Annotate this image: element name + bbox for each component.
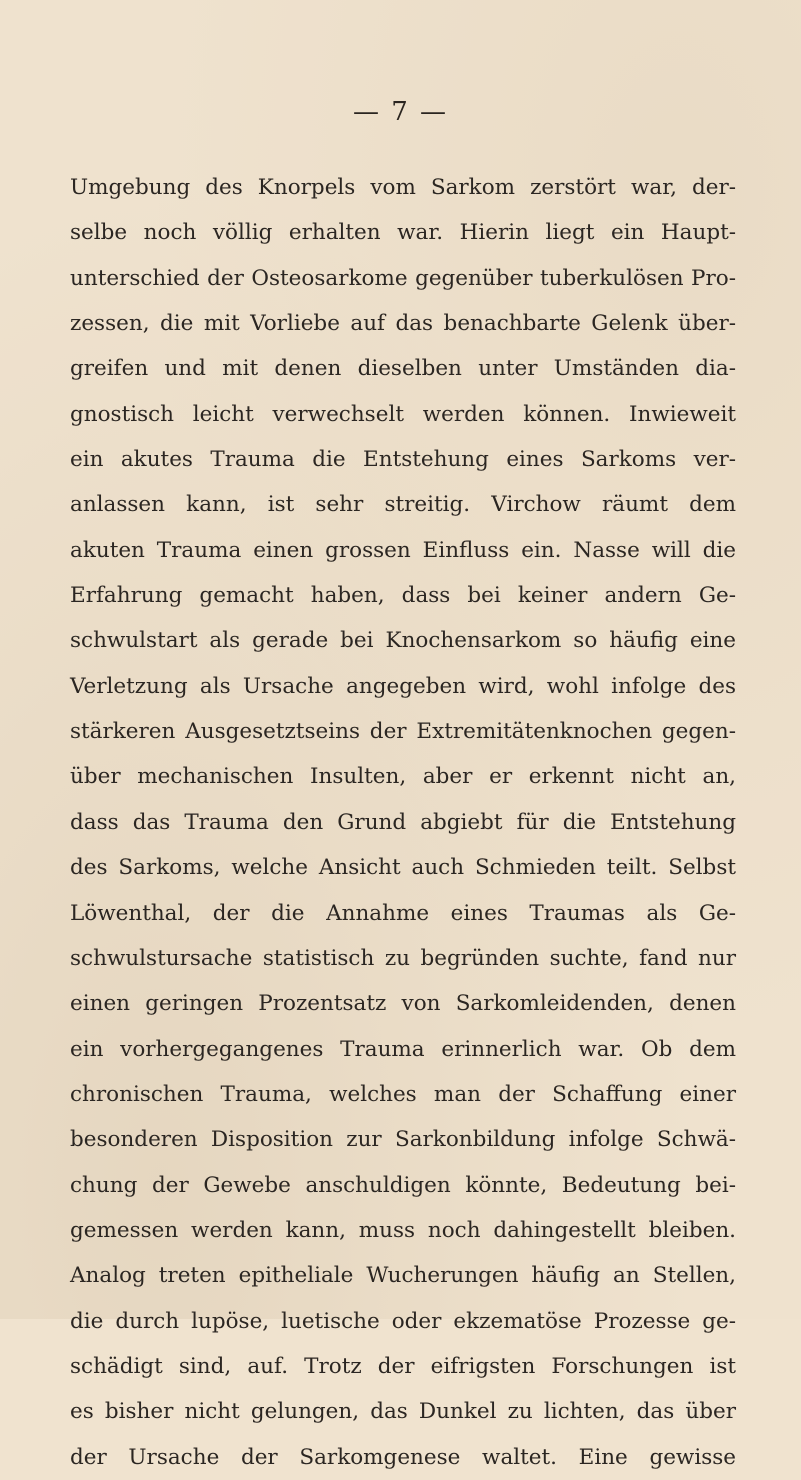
text-line: ein akutes Trauma die Entstehung eines Sarkoms ver-: [70, 447, 736, 473]
text-line: greifen und mit denen dieselben unter Umständen dia-: [70, 356, 736, 382]
text-line: stärkeren Ausgesetztseins der Extremitätenknochen gegen-: [70, 719, 736, 745]
text-line: des Sarkoms, welche Ansicht auch Schmieden teilt. Selbst: [70, 855, 736, 881]
text-line: unterschied der Osteosarkome gegenüber tuberkulösen Pro-: [70, 265, 736, 291]
page-number: — 7 —: [352, 97, 449, 127]
text-line: einen geringen Prozentsatz von Sarkomleidenden, denen: [70, 991, 736, 1017]
text-line: ein vorhergegangenes Trauma erinnerlich war. Ob dem: [70, 1036, 736, 1062]
text-line: es bisher nicht gelungen, das Dunkel zu lichten, das über: [70, 1399, 736, 1425]
text-line: der Ursache der Sarkomgenese waltet. Eine gewisse: [70, 1444, 736, 1470]
text-line: Umgebung des Knorpels vom Sarkom zerstört war, der-: [70, 175, 736, 200]
text-line: besonderen Disposition zur Sarkonbildung infolge Schwä-: [70, 1127, 736, 1153]
text-line: anlassen kann, ist sehr streitig. Virchow räumt dem: [70, 492, 736, 518]
text-line: akuten Trauma einen grossen Einfluss ein. Nasse will die: [70, 537, 736, 563]
text-line: Löwenthal, der die Annahme eines Traumas als Ge-: [70, 900, 736, 926]
text-line: über mechanischen Insulten, aber er erkennt nicht an,: [70, 764, 736, 790]
text-line: gnostisch leicht verwechselt werden können. Inwieweit: [70, 401, 736, 427]
text-line: schwulstart als gerade bei Knochensarkom so häufig eine: [70, 628, 736, 654]
text-line: die durch lupöse, luetische oder ekzematöse Prozesse ge-: [70, 1308, 736, 1334]
text-line: Analog treten epitheliale Wucherungen häufig an Stellen,: [70, 1263, 736, 1289]
text-line: selbe noch völlig erhalten war. Hierin liegt ein Haupt-: [70, 220, 736, 246]
body-text: [70, 165, 736, 1480]
text-line: chung der Gewebe anschuldigen könnte, Bedeutung bei-: [70, 1172, 736, 1198]
text-line: schwulstursache statistisch zu begründen suchte, fand nur: [70, 945, 736, 971]
text-line: dass das Trauma den Grund abgiebt für die Entstehung: [70, 809, 736, 835]
text-line: gemessen werden kann, muss noch dahingestellt bleiben.: [70, 1217, 736, 1243]
text-line: Erfahrung gemacht haben, dass bei keiner andern Ge-: [70, 583, 736, 609]
text-line: Verletzung als Ursache angegeben wird, wohl infolge des: [70, 673, 736, 699]
text-line: schädigt sind, auf. Trotz der eifrigsten Forschungen ist: [70, 1353, 736, 1379]
text-line: zessen, die mit Vorliebe auf das benachbarte Gelenk über-: [70, 311, 736, 337]
text-line: chronischen Trauma, welches man der Schaffung einer: [70, 1081, 736, 1107]
